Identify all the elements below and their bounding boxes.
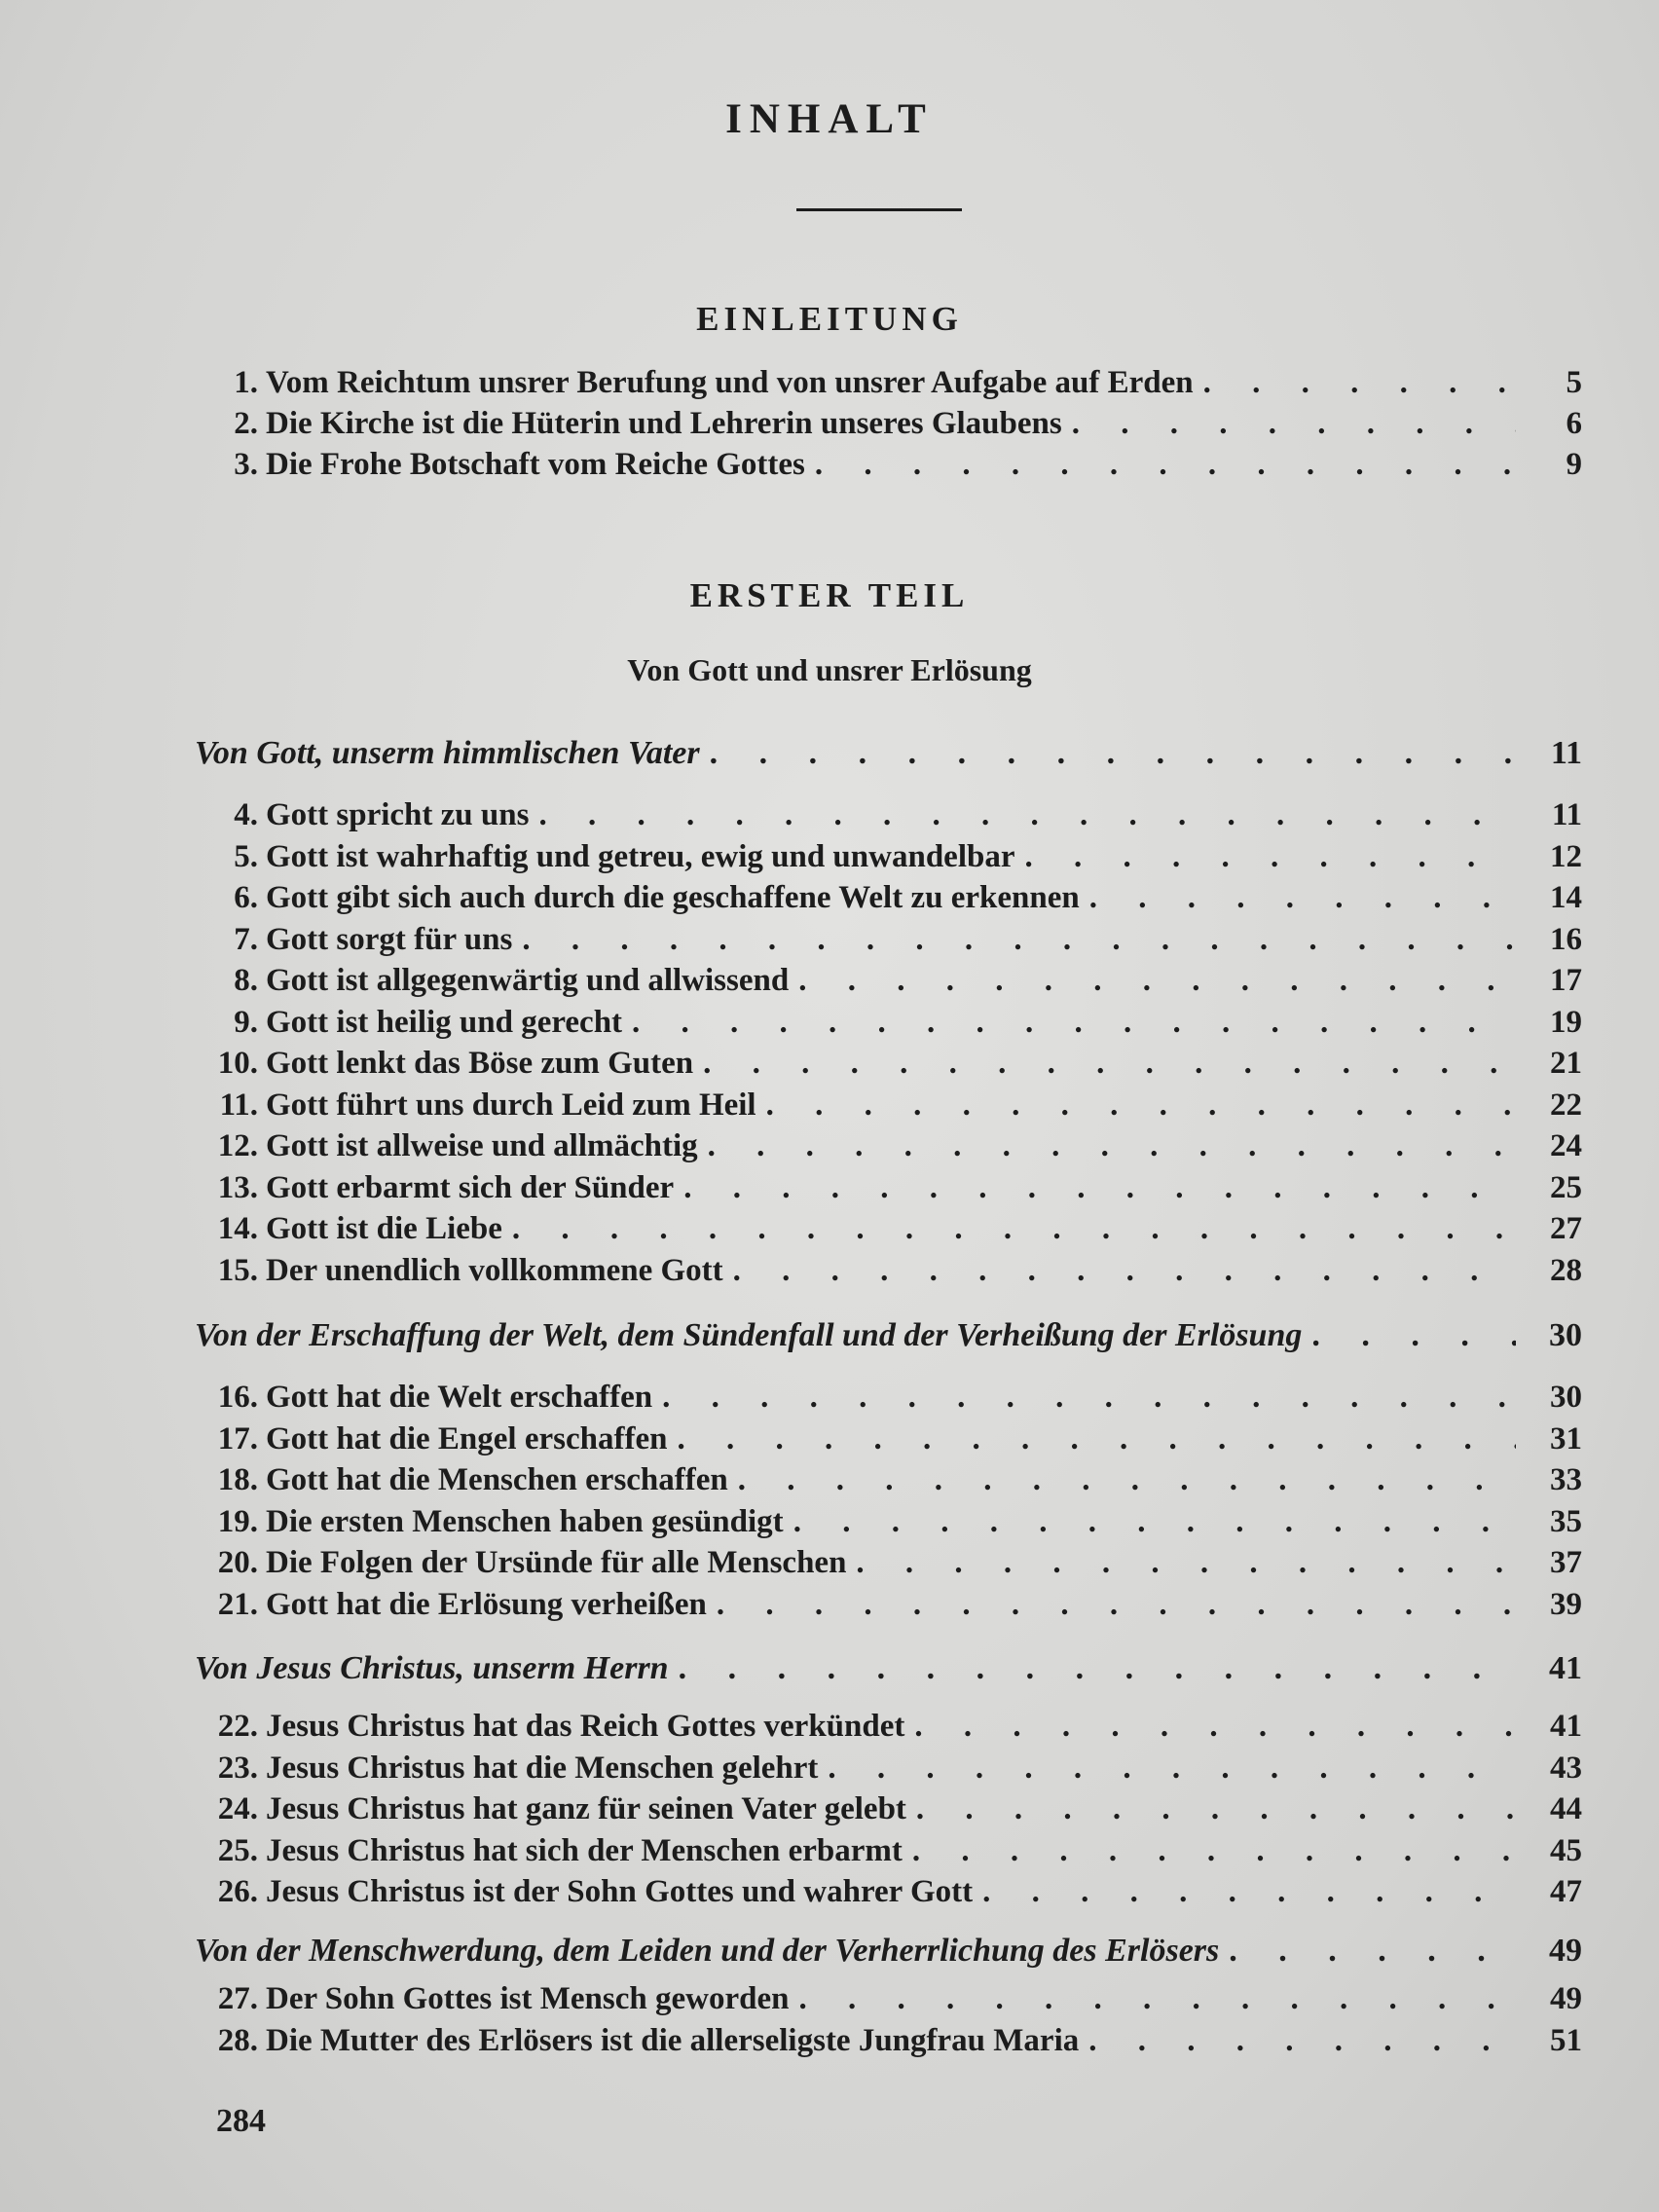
toc-entry [190, 960, 1582, 1001]
entry-number: 27. [217, 1981, 258, 2016]
entry-title: Gott sorgt für uns [266, 922, 513, 957]
dot-leader [512, 1208, 1516, 1249]
toc-entry [190, 1125, 1582, 1166]
toc-entry [190, 2020, 1582, 2061]
dot-leader [798, 1978, 1516, 2019]
dot-leader [538, 794, 1516, 835]
entry-title: Gott ist heilig und gerecht [266, 1005, 623, 1040]
toc-entry [190, 444, 1582, 485]
dot-leader [828, 1748, 1516, 1788]
dot-leader [982, 1871, 1516, 1912]
entry-page-number: 37 [1550, 1545, 1582, 1580]
dot-leader [798, 960, 1516, 1001]
entry-title: Die Kirche ist die Hüterin und Lehrerin unseres Glaubens [266, 406, 1062, 441]
dot-leader [916, 1788, 1516, 1829]
entry-page-number: 16 [1550, 922, 1582, 957]
entry-page-number: 12 [1550, 839, 1582, 874]
entry-page-number: 33 [1550, 1462, 1582, 1497]
toc-entry [190, 403, 1582, 444]
toc-entry [190, 1459, 1582, 1500]
entry-page-number: 41 [1550, 1709, 1582, 1744]
toc-entry [190, 1830, 1582, 1871]
entry-page-number: 45 [1550, 1833, 1582, 1868]
entry-title: Jesus Christus ist der Sohn Gottes und wahrer Gott [266, 1874, 974, 1909]
entry-title: Gott hat die Menschen erschaffen [266, 1462, 728, 1497]
toc-entry [190, 1871, 1582, 1912]
group-page-number: 30 [1549, 1317, 1582, 1353]
dot-leader [522, 919, 1516, 960]
toc-entry [190, 1085, 1582, 1125]
toc-entry [190, 919, 1582, 960]
dot-leader [912, 1830, 1516, 1871]
entry-number: 16. [217, 1380, 258, 1415]
toc-group-heading [195, 732, 1582, 775]
entry-number: 22. [217, 1709, 258, 1744]
entry-title: Gott ist die Liebe [266, 1211, 502, 1246]
entry-number: 23. [217, 1751, 258, 1786]
toc-entry [190, 362, 1582, 403]
dot-leader [662, 1377, 1516, 1418]
entry-page-number: 31 [1550, 1421, 1582, 1456]
entry-title: Gott gibt sich auch durch die geschaffene Welt zu erkennen [266, 880, 1080, 915]
entry-title: Die Folgen der Ursünde für alle Menschen [266, 1545, 847, 1580]
toc-entry [190, 1584, 1582, 1625]
entry-number: 3. [234, 447, 258, 482]
entry-title: Die Mutter des Erlösers ist die allerseligste Jungfrau Maria [266, 2023, 1080, 2058]
entry-title: Gott lenkt das Böse zum Guten [266, 1046, 694, 1081]
entry-number: 21. [217, 1587, 258, 1622]
entry-title: Vom Reichtum unsrer Berufung und von unsrer Aufgabe auf Erden [266, 365, 1194, 400]
dot-leader [1089, 877, 1516, 918]
entry-title: Gott ist allweise und allmächtig [266, 1128, 698, 1163]
entry-number: 24. [217, 1791, 258, 1826]
entry-page-number: 9 [1566, 447, 1582, 482]
toc-entry [190, 836, 1582, 877]
entry-page-number: 22 [1550, 1088, 1582, 1123]
toc-entry [190, 877, 1582, 918]
page-title: INHALT [725, 96, 934, 142]
toc-entry [190, 1377, 1582, 1418]
entry-title: Die Frohe Botschaft vom Reiche Gottes [266, 447, 805, 482]
entry-page-number: 39 [1550, 1587, 1582, 1622]
entry-page-number: 14 [1550, 880, 1582, 915]
entry-number: 2. [234, 406, 258, 441]
toc-entry [190, 1542, 1582, 1583]
entry-page-number: 27 [1550, 1211, 1582, 1246]
entry-number: 15. [217, 1253, 258, 1288]
entry-title: Der Sohn Gottes ist Mensch geworden [266, 1981, 790, 2016]
dot-leader [632, 1002, 1516, 1043]
dot-leader [815, 444, 1516, 485]
dot-leader [717, 1584, 1516, 1625]
group-page-number: 41 [1549, 1650, 1582, 1686]
entry-page-number: 30 [1550, 1380, 1582, 1415]
entry-title: Gott erbarmt sich der Sünder [266, 1170, 675, 1205]
section-subheading: Von Gott und unsrer Erlösung [627, 652, 1032, 687]
entry-number: 6. [234, 880, 258, 915]
dot-leader [1203, 362, 1516, 403]
dot-leader [679, 1647, 1516, 1690]
entry-number: 26. [217, 1874, 258, 1909]
entry-page-number: 44 [1550, 1791, 1582, 1826]
dot-leader [1025, 836, 1517, 877]
entry-number: 7. [234, 922, 258, 957]
entry-page-number: 6 [1566, 406, 1582, 441]
toc-entry [190, 1748, 1582, 1788]
dot-leader [1229, 1930, 1516, 1972]
toc-entry [190, 1250, 1582, 1291]
toc-group-heading [195, 1647, 1582, 1690]
title-rule [796, 208, 962, 211]
dot-leader [856, 1542, 1516, 1583]
dot-leader [733, 1250, 1516, 1291]
entry-number: 5. [234, 839, 258, 874]
entry-title: Gott hat die Engel erschaffen [266, 1421, 668, 1456]
entry-page-number: 17 [1550, 963, 1582, 998]
entry-number: 10. [217, 1046, 258, 1081]
toc-entry [190, 1002, 1582, 1043]
entry-number: 17. [217, 1421, 258, 1456]
toc-entry [190, 1978, 1582, 2019]
entry-title: Der unendlich vollkommene Gott [266, 1253, 723, 1288]
entry-page-number: 49 [1550, 1981, 1582, 2016]
group-title: Von der Menschwerdung, dem Leiden und der Verherrlichung des Erlösers [195, 1933, 1220, 1969]
entry-title: Gott spricht zu uns [266, 797, 530, 832]
entry-page-number: 24 [1550, 1128, 1582, 1163]
entry-number: 4. [234, 797, 258, 832]
dot-leader [766, 1085, 1516, 1125]
entry-title: Die ersten Menschen haben gesündigt [266, 1504, 784, 1539]
entry-page-number: 51 [1550, 2023, 1582, 2058]
group-title: Von Gott, unserm himmlischen Vater [195, 735, 700, 771]
entry-title: Gott hat die Welt erschaffen [266, 1380, 653, 1415]
page-number: 284 [216, 2103, 266, 2139]
section-heading-einleitung: EINLEITUNG [696, 300, 963, 338]
dot-leader [677, 1419, 1516, 1459]
toc-entry [190, 1501, 1582, 1542]
dot-leader [683, 1167, 1516, 1208]
entry-number: 11. [219, 1088, 258, 1123]
dot-leader [914, 1706, 1516, 1747]
dot-leader [1088, 2020, 1516, 2061]
toc-entry [190, 794, 1582, 835]
dot-leader [710, 732, 1516, 775]
entry-title: Jesus Christus hat sich der Menschen erbarmt [266, 1833, 903, 1868]
toc-entry [190, 1419, 1582, 1459]
entry-number: 28. [217, 2023, 258, 2058]
entry-number: 14. [217, 1211, 258, 1246]
toc-group-heading [195, 1930, 1582, 1972]
dot-leader [793, 1501, 1516, 1542]
dot-leader [738, 1459, 1516, 1500]
dot-leader [708, 1125, 1516, 1166]
entry-page-number: 28 [1550, 1253, 1582, 1288]
toc-entry [190, 1208, 1582, 1249]
entry-number: 18. [217, 1462, 258, 1497]
entry-number: 1. [234, 365, 258, 400]
entry-number: 25. [217, 1833, 258, 1868]
dot-leader [1311, 1314, 1516, 1357]
entry-page-number: 43 [1550, 1751, 1582, 1786]
dot-leader [703, 1043, 1516, 1084]
group-page-number: 11 [1550, 735, 1582, 771]
entry-page-number: 35 [1550, 1504, 1582, 1539]
dot-leader [1072, 403, 1516, 444]
entry-number: 9. [234, 1005, 258, 1040]
toc-entry [190, 1706, 1582, 1747]
entry-title: Gott hat die Erlösung verheißen [266, 1587, 707, 1622]
toc-group-heading [195, 1314, 1582, 1357]
entry-title: Gott ist allgegenwärtig und allwissend [266, 963, 790, 998]
group-title: Von Jesus Christus, unserm Herrn [195, 1650, 669, 1686]
entry-page-number: 5 [1566, 365, 1582, 400]
entry-page-number: 19 [1550, 1005, 1582, 1040]
entry-title: Jesus Christus hat das Reich Gottes verkündet [266, 1709, 905, 1744]
toc-entry [190, 1167, 1582, 1208]
entry-title: Gott ist wahrhaftig und getreu, ewig und unwandelbar [266, 839, 1015, 874]
section-heading-erster-teil: ERSTER TEIL [689, 576, 970, 614]
entry-number: 13. [217, 1170, 258, 1205]
toc-entry [190, 1043, 1582, 1084]
entry-title: Jesus Christus hat ganz für seinen Vater gelebt [266, 1791, 906, 1826]
entry-number: 19. [217, 1504, 258, 1539]
entry-page-number: 21 [1550, 1046, 1582, 1081]
entry-number: 12. [217, 1128, 258, 1163]
entry-page-number: 47 [1550, 1874, 1582, 1909]
toc-entry [190, 1788, 1582, 1829]
group-page-number: 49 [1549, 1933, 1582, 1969]
group-title: Von der Erschaffung der Welt, dem Sündenfall und der Verheißung der Erlösung [195, 1317, 1303, 1353]
entry-page-number: 11 [1551, 797, 1582, 832]
entry-number: 20. [217, 1545, 258, 1580]
entry-title: Jesus Christus hat die Menschen gelehrt [266, 1751, 819, 1786]
entry-page-number: 25 [1550, 1170, 1582, 1205]
entry-title: Gott führt uns durch Leid zum Heil [266, 1088, 756, 1123]
entry-number: 8. [234, 963, 258, 998]
